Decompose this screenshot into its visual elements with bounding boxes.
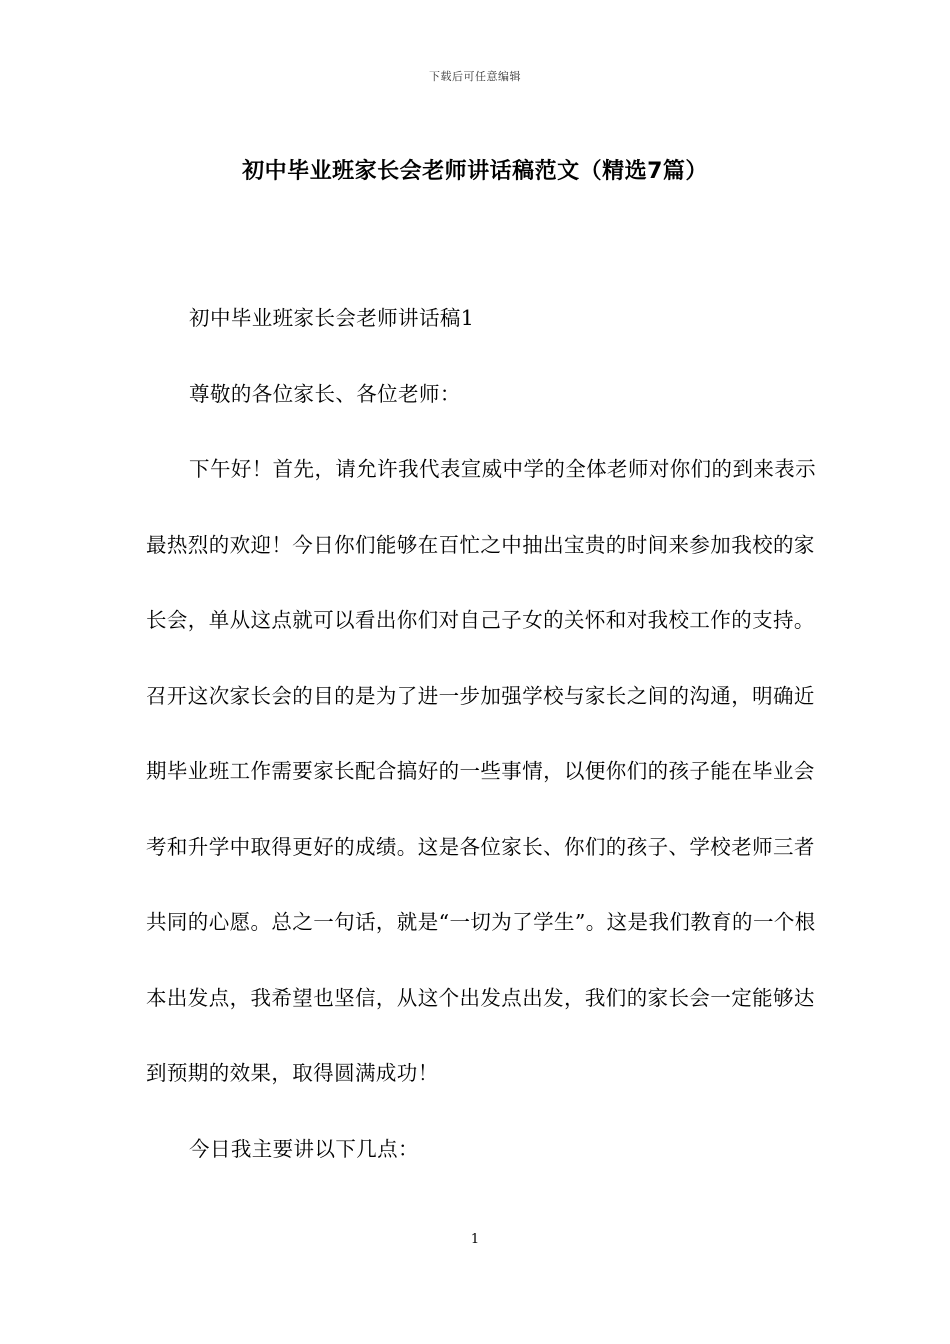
salutation: 尊敬的各位家长、各位老师： [189, 381, 461, 406]
document-body [146, 281, 826, 1187]
document-title: 初中毕业班家长会老师讲话稿范文（精选7篇） [242, 159, 708, 184]
body-paragraph: 下午好！首先，请允许我代表宣威中学的全体老师对你们的到来表示最热烈的欢迎！今日你们能够在百忙之中抽出宝贵的时间来参加我校的家长会，单从这点就可以看出你们对自己子女的关怀和对我校工作的支持。召开这次家长会的目的是为了进一步加强学校与家长之间的沟通，明确近期毕业班工作需要家长配合搞好的一些事情，以便你们的孩子能在毕业会考和升学中取得更好的成绩。这是各位家长、你们的孩子、学校老师三者共同的心愿。总之一句话，就是“一切为了学生”。这是我们教育的一个根本出发点，我希望也坚信，从这个出发点出发，我们的家长会一定能够达到预期的效果，取得圆满成功！ [146, 457, 817, 1085]
header-note: 下载后可任意编辑 [429, 70, 521, 83]
page-number: 1 [470, 1232, 480, 1247]
body-paragraph: 今日我主要讲以下几点： [189, 1136, 419, 1161]
section-heading: 初中毕业班家长会老师讲话稿1 [189, 306, 475, 330]
